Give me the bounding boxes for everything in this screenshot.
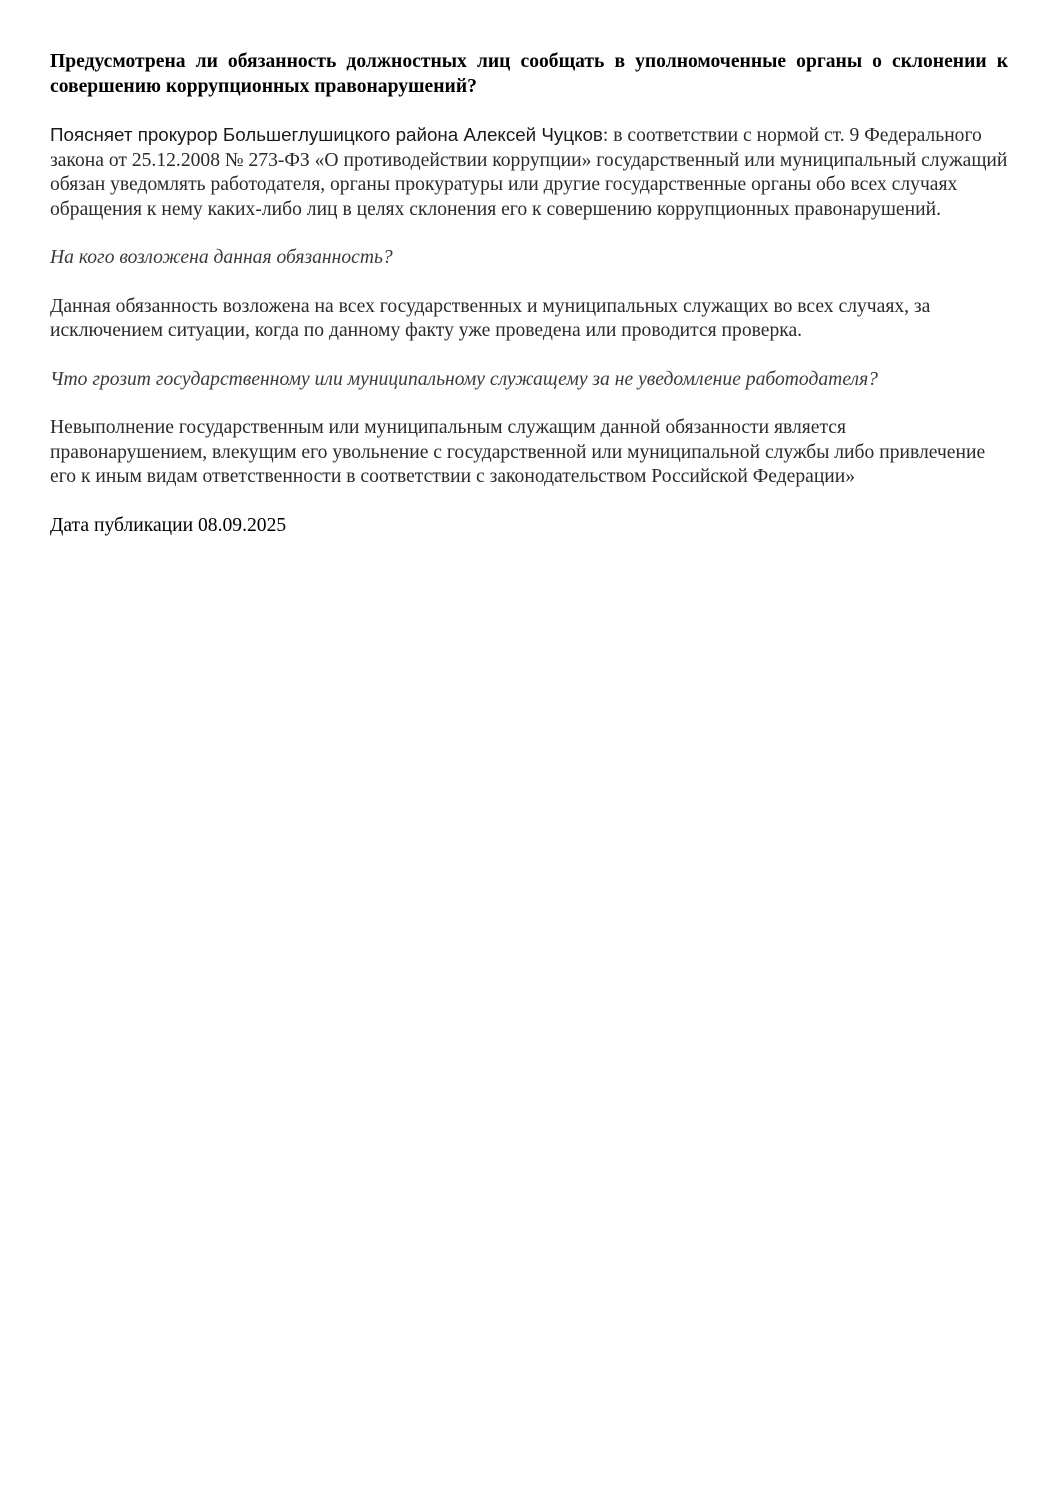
- question-2: Что грозит государственному или муниципальному служащему за не уведомление работодателя?: [50, 368, 878, 390]
- intro-text: : в соответствии с нормой ст. 9 Федерального закона от 25.12.2008 № 273-ФЗ «О противодействии коррупции» государственный или муниципальный служащий обязан уведомлять работодателя, органы прокуратуры или другие государственные органы обо всех случаях обращения к нему каких-либо лиц в целях склонения его к совершению коррупционных правонарушений.: [50, 125, 1008, 220]
- intro-paragraph: [50, 123, 1008, 222]
- answer-1: Данная обязанность возложена на всех государственных и муниципальных служащих во всех случаях, за исключением ситуации, когда по данному факту уже проведена или проводится проверка.: [50, 295, 931, 341]
- document-title: Предусмотрена ли обязанность должностных лиц сообщать в уполномоченные органы о склонении к совершению коррупционных правонарушений?: [50, 51, 1008, 97]
- answer-2: Невыполнение государственным или муниципальным служащим данной обязанности является правонарушением, влекущим его увольнение с государственной или муниципальной службы либо привлечение его к иным видам ответственности в соответствии с законодательством Российской Федерации»: [50, 417, 986, 487]
- intro-speaker: Поясняет прокурор Большеглушицкого района Алексей Чуцков: [50, 124, 603, 145]
- question-1: На кого возложена данная обязанность?: [50, 247, 393, 268]
- publication-date: Дата публикации 08.09.2025: [50, 514, 287, 536]
- document-page: [50, 50, 1008, 538]
